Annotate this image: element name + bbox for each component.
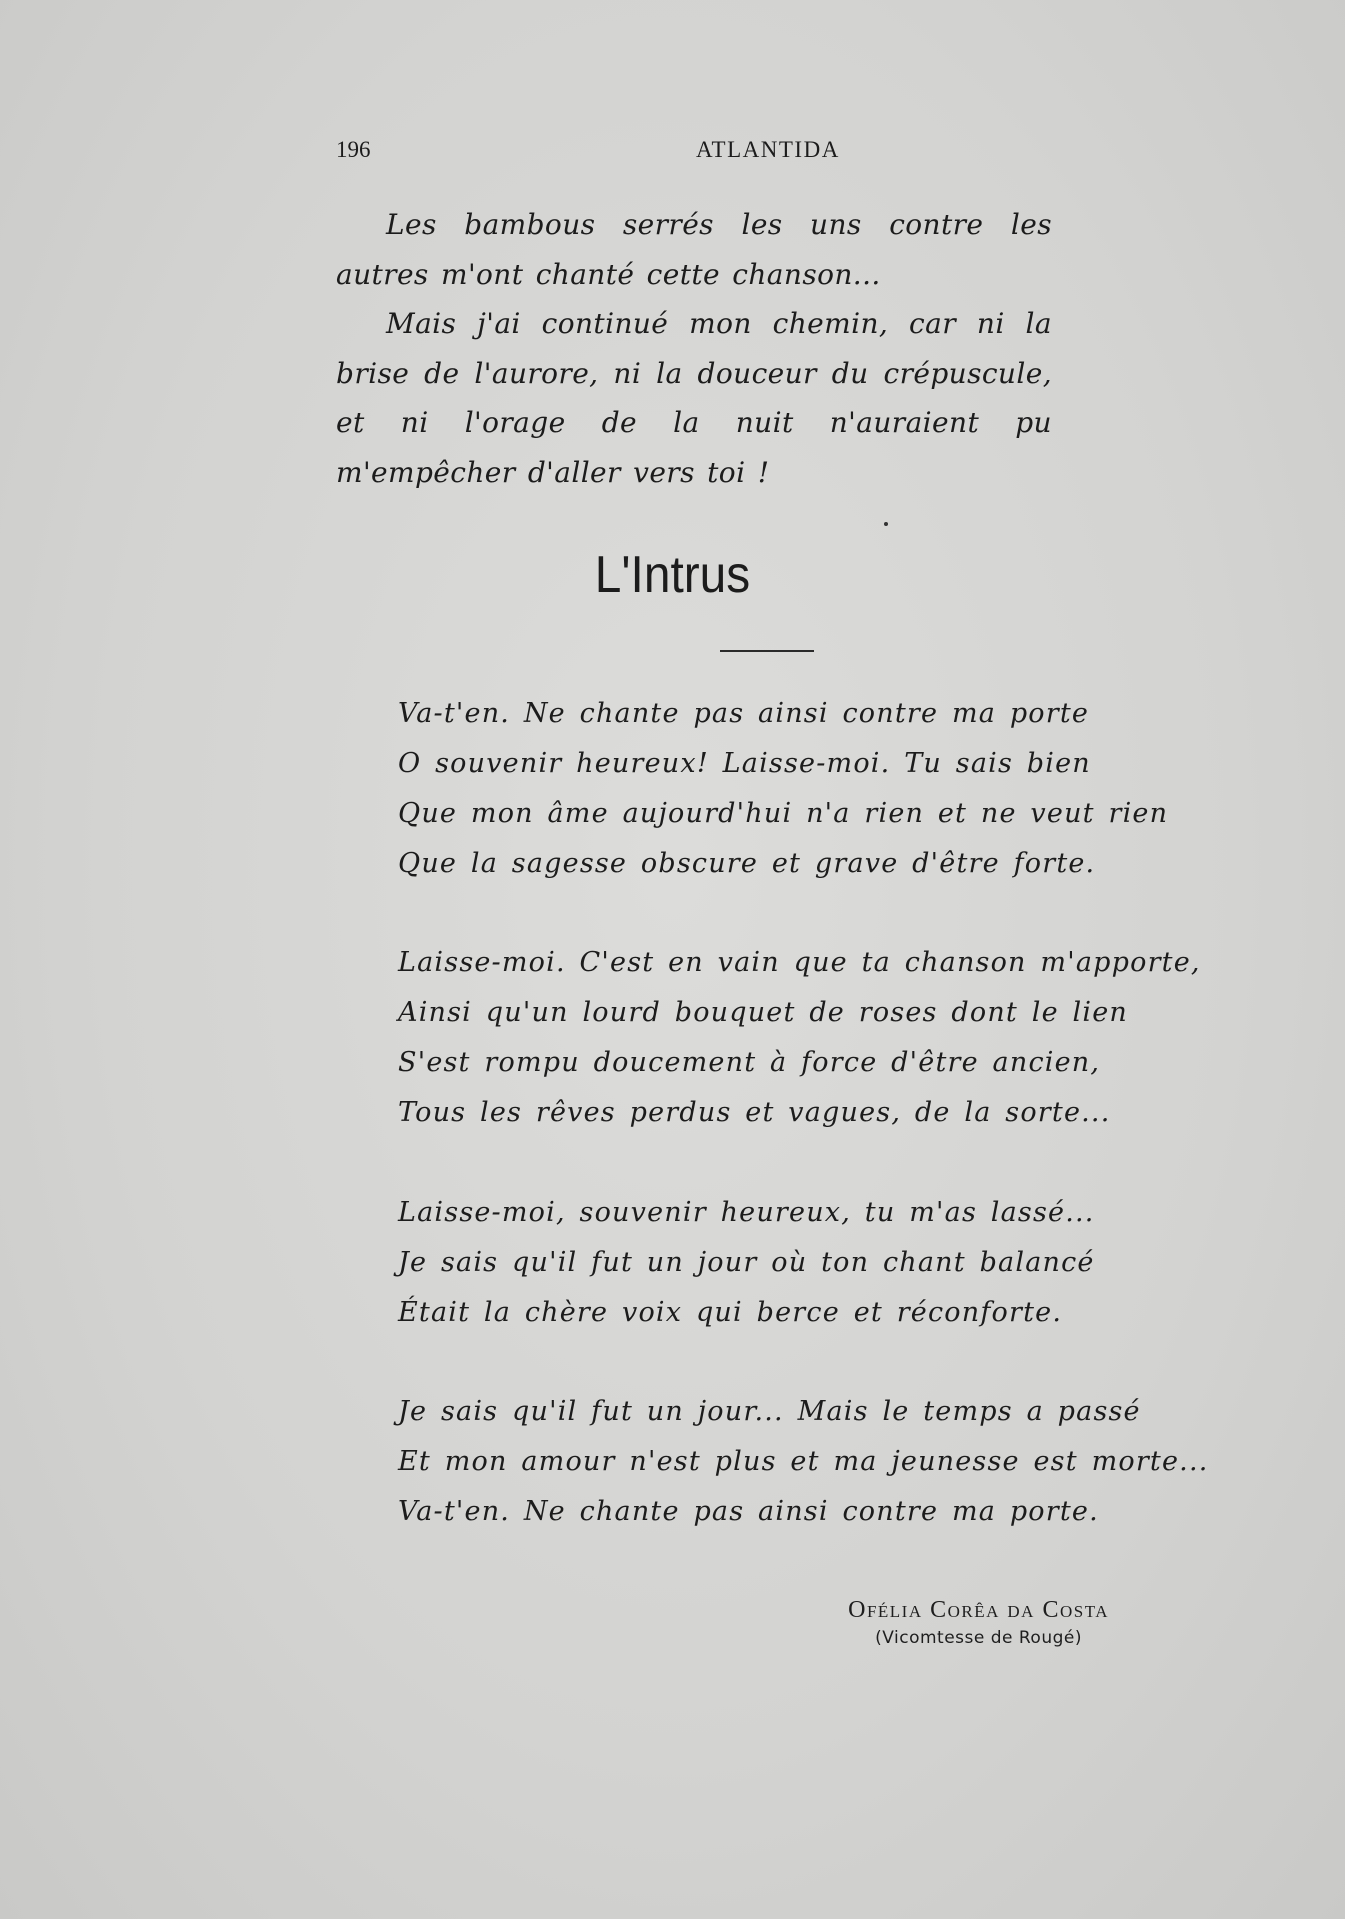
- prose-paragraph: Les bambous serrés les uns contre les autres m'ont chanté cette chanson...: [336, 208, 1052, 291]
- author-name: Ofélia Corêa da Costa: [848, 1597, 1109, 1623]
- author-title: (Vicomtesse de Rougé): [875, 1628, 1082, 1648]
- page-header: [336, 137, 1026, 173]
- poem-line: Je sais qu'il fut un jour... Mais le temps a passé: [398, 1396, 1141, 1427]
- poem-line: Que la sagesse obscure et grave d'être forte.: [398, 848, 1096, 879]
- running-title: ATLANTIDA: [696, 137, 840, 162]
- poem-line: Laisse-moi. C'est en vain que ta chanson m'apporte,: [398, 947, 1201, 978]
- poem-line: Était la chère voix qui berce et réconforte.: [398, 1297, 1063, 1328]
- poem-line: S'est rompu doucement à force d'être ancien,: [398, 1047, 1101, 1078]
- title-rule: [720, 650, 814, 652]
- stanza-2: [398, 938, 1201, 1138]
- stanza-4: [398, 1387, 1209, 1537]
- poem-title: L'Intrus: [594, 546, 751, 604]
- poem-line: Va-t'en. Ne chante pas ainsi contre ma porte: [398, 698, 1090, 729]
- poem-line: Je sais qu'il fut un jour où ton chant balancé: [398, 1247, 1095, 1278]
- prose-paragraph: Mais j'ai continué mon chemin, car ni la brise de l'aurore, ni la douceur du crépuscule, et ni l'orage de la nuit n'auraient pu m'empêcher d'aller vers toi !: [336, 307, 1052, 489]
- poem-line: Tous les rêves perdus et vagues, de la sorte...: [398, 1097, 1111, 1128]
- poem-line: Que mon âme aujourd'hui n'a rien et ne veut rien: [398, 798, 1169, 829]
- poem-line: Ainsi qu'un lourd bouquet de roses dont le lien: [398, 997, 1128, 1028]
- stanza-3: [398, 1188, 1158, 1338]
- poem-line: Laisse-moi, souvenir heureux, tu m'as lassé...: [398, 1197, 1095, 1228]
- page-number: 196: [336, 137, 371, 162]
- poem-line: Et mon amour n'est plus et ma jeunesse est morte...: [398, 1446, 1209, 1477]
- author-signature: [848, 1597, 1109, 1648]
- poem-line: O souvenir heureux! Laisse-moi. Tu sais bien: [398, 748, 1091, 779]
- poem-line: Va-t'en. Ne chante pas ainsi contre ma porte.: [398, 1496, 1099, 1527]
- print-speck: [884, 522, 888, 526]
- stanza-1: [398, 689, 1169, 889]
- prose-passage: [336, 200, 1052, 497]
